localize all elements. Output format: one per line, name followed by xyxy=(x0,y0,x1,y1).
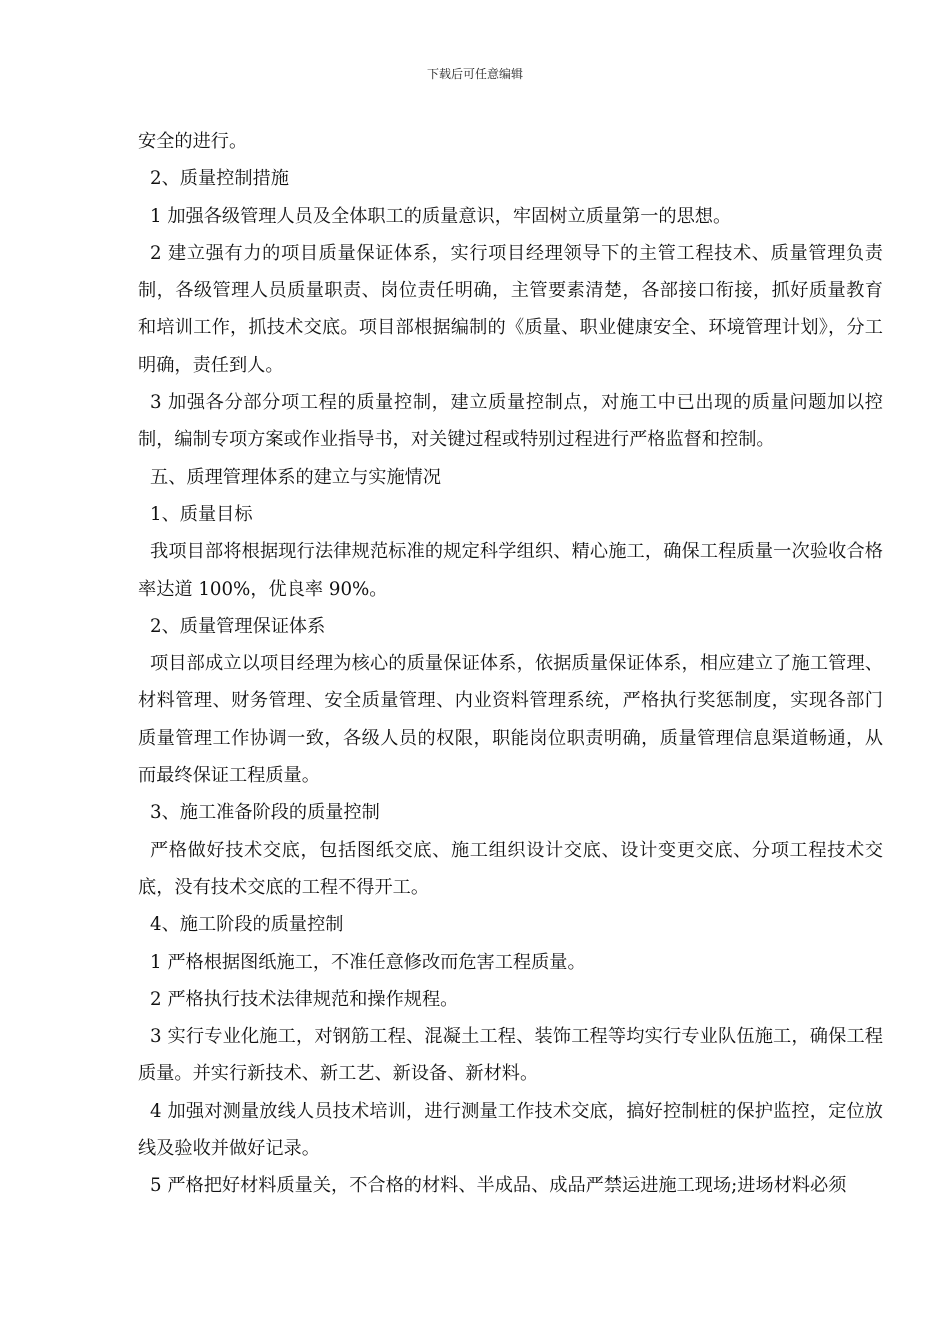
paragraph: 严格做好技术交底，包括图纸交底、施工组织设计交底、设计变更交底、分项工程技术交底，没有技术交底的工程不得开工。 xyxy=(138,839,883,898)
document-body xyxy=(138,123,883,1205)
paragraph: 4 加强对测量放线人员技术培训，进行测量工作技术交底，搞好控制桩的保护监控，定位放线及验收并做好记录。 xyxy=(138,1100,883,1160)
paragraph: 3 加强各分部分项工程的质量控制，建立质量控制点，对施工中已出现的质量问题加以控制，编制专项方案或作业指导书，对关键过程或特别过程进行严格监督和控制。 xyxy=(138,392,883,451)
section-heading: 五、质理管理体系的建立与实施情况 xyxy=(150,466,442,488)
paragraph: 3 实行专业化施工，对钢筋工程、混凝土工程、装饰工程等均实行专业队伍施工，确保工程质量。并实行新技术、新工艺、新设备、新材料。 xyxy=(138,1026,883,1085)
section-heading: 2、质量管理保证体系 xyxy=(150,615,326,637)
section-heading: 1、质量目标 xyxy=(150,503,253,525)
paragraph: 1 加强各级管理人员及全体职工的质量意识，牢固树立质量第一的思想。 xyxy=(150,205,732,227)
paragraph: 1 严格根据图纸施工，不准任意修改而危害工程质量。 xyxy=(150,951,586,973)
section-heading: 3、施工准备阶段的质量控制 xyxy=(150,802,380,824)
paragraph: 5 严格把好材料质量关，不合格的材料、半成品、成品严禁运进施工现场;进场材料必须 xyxy=(150,1175,847,1197)
paragraph: 2 严格执行技术法律规范和操作规程。 xyxy=(150,988,459,1010)
paragraph: 2 建立强有力的项目质量保证体系，实行项目经理领导下的主管工程技术、质量管理负责制，各级管理人员质量职责、岗位责任明确，主管要素清楚，各部接口衔接，抓好质量教育和培训工作，抓技术交底。项目部根据编制的《质量、职业健康安全、环境管理计划》，分工明确，责任到人。 xyxy=(138,242,883,376)
paragraph: 安全的进行。 xyxy=(138,131,248,152)
section-heading: 2、质量控制措施 xyxy=(150,168,289,190)
paragraph: 我项目部将根据现行法律规范标准的规定科学组织、精心施工，确保工程质量一次验收合格率达道 100%，优良率 90%。 xyxy=(138,541,883,600)
section-heading: 4、施工阶段的质量控制 xyxy=(150,914,344,936)
paragraph: 项目部成立以项目经理为核心的质量保证体系，依据质量保证体系，相应建立了施工管理、材料管理、财务管理、安全质量管理、内业资料管理系统，严格执行奖惩制度，实现各部门质量管理工作协调一致，各级人员的权限，职能岗位职责明确，质量管理信息渠道畅通，从而最终保证工程质量。 xyxy=(138,653,883,787)
page-header: 下载后可任意编辑 xyxy=(426,67,523,81)
